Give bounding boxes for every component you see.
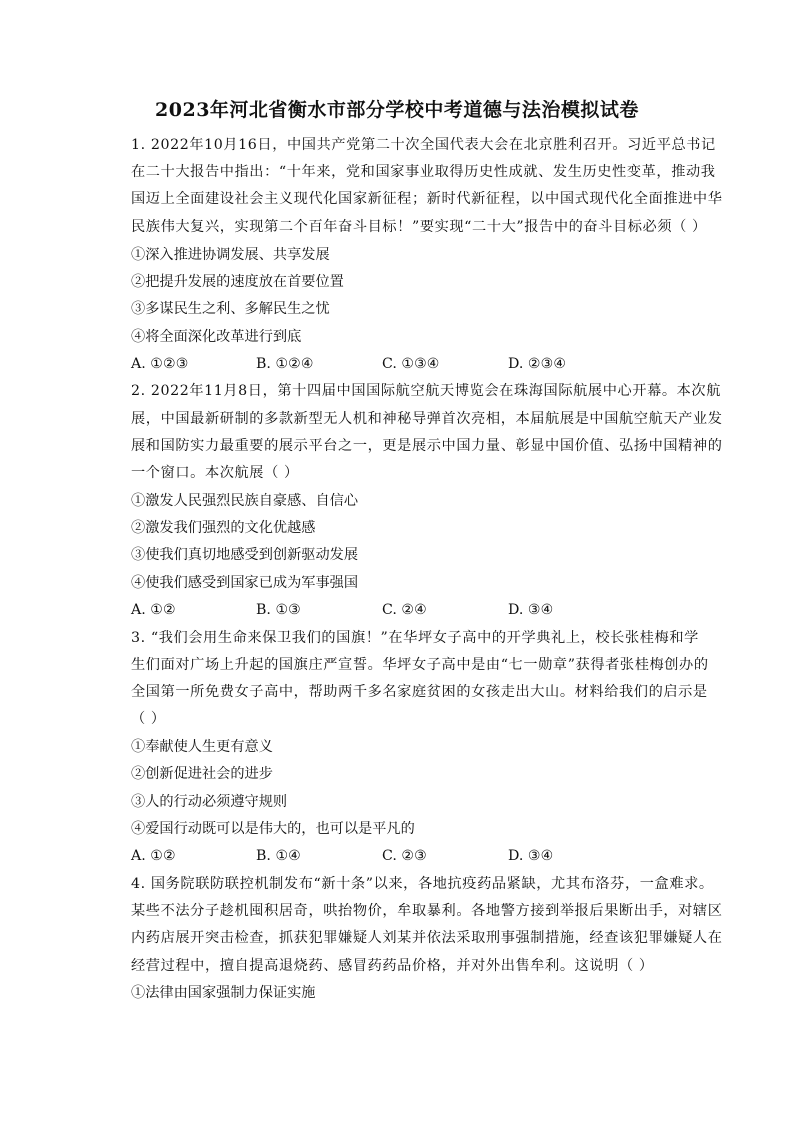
q3-option-c[interactable]: C. ②③ [382, 848, 427, 864]
q4-item-1: ①法律由国家强制力保证实施 [131, 985, 316, 1001]
q2-item-2: ②激发我们强烈的文化优越感 [131, 520, 316, 536]
q4-stem-line-4: 经营过程中，擅自提高退烧药、感冒药药品价格，并对外出售牟利。这说明（ ） [131, 958, 654, 974]
q2-option-d[interactable]: D. ③④ [508, 602, 554, 618]
q2-option-a[interactable]: A. ①② [131, 602, 176, 618]
q3-stem-line-4: （ ） [131, 711, 166, 727]
q2-stem-line-4: 一个窗口。本次航展（ ） [131, 465, 299, 481]
q1-stem-line-1: 1. 2022年10月16日，中国共产党第二十次全国代表大会在北京胜利召开。习近平总书记 [131, 137, 716, 153]
q1-option-d[interactable]: D. ②③④ [508, 356, 567, 372]
q1-item-3: ③多谋民生之利、多解民生之忧 [131, 301, 330, 317]
q2-option-b[interactable]: B. ①③ [256, 602, 301, 618]
q3-item-3: ③人的行动必须遵守规则 [131, 794, 288, 810]
q2-item-4: ④使我们感受到国家已成为军事强国 [131, 575, 359, 591]
q4-stem-line-3: 内药店展开突击检查，抓获犯罪嫌疑人刘某并依法采取刑事强制措施，经查该犯罪嫌疑人在 [131, 930, 723, 946]
q1-item-1: ①深入推进协调发展、共享发展 [131, 247, 330, 263]
q3-stem-line-3: 全国第一所免费女子高中，帮助两千多名家庭贫困的女孩走出大山。材料给我们的启示是 [131, 684, 708, 700]
q2-stem-line-1: 2. 2022年11月8日，第十四届中国国际航空航天博览会在珠海国际航展中心开幕。本次航 [131, 383, 722, 399]
q3-option-a[interactable]: A. ①② [131, 848, 176, 864]
exam-title: 2023年河北省衡水市部分学校中考道德与法治模拟试卷 [155, 99, 639, 121]
q3-stem-line-2: 生们面对广场上升起的国旗庄严宣誓。华坪女子高中是由“七一勋章”获得者张桂梅创办的 [131, 657, 709, 673]
q3-item-4: ④爱国行动既可以是伟大的，也可以是平凡的 [131, 821, 415, 837]
q4-stem-line-1: 4. 国务院联防联控机制发布“新十条”以来，各地抗疫药品紧缺，尤其布洛芬，一盒难求。 [131, 876, 714, 892]
q1-stem-line-4: 民族伟大复兴，实现第二个百年奋斗目标！”要实现“二十大”报告中的奋斗目标必须（ ） [131, 219, 707, 235]
q2-stem-line-3: 展和国防实力最重要的展示平台之一，更是展示中国力量、彰显中国价值、弘扬中国精神的 [131, 438, 723, 454]
q1-option-a[interactable]: A. ①②③ [131, 356, 189, 372]
q1-stem-line-3: 国迈上全面建设社会主义现代化国家新征程；新时代新征程，以中国式现代化全面推进中华 [131, 191, 723, 207]
q1-item-4: ④将全面深化改革进行到底 [131, 329, 302, 345]
q4-stem-line-2: 某些不法分子趁机囤积居奇，哄抬物价，牟取暴利。各地警方接到举报后果断出手，对辖区 [131, 903, 723, 919]
q1-option-c[interactable]: C. ①③④ [382, 356, 440, 372]
q1-item-2: ②把提升发展的速度放在首要位置 [131, 274, 344, 290]
q3-item-2: ②创新促进社会的进步 [131, 766, 273, 782]
q3-option-b[interactable]: B. ①④ [256, 848, 301, 864]
q2-stem-line-2: 展，中国最新研制的多款新型无人机和神秘导弹首次亮相，本届航展是中国航空航天产业发 [131, 411, 723, 427]
q1-stem-line-2: 在二十大报告中指出：“十年来，党和国家事业取得历史性成就、发生历史性变革，推动我 [131, 164, 716, 180]
q3-stem-line-1: 3. “我们会用生命来保卫我们的国旗！”在华坪女子高中的开学典礼上，校长张桂梅和学 [131, 630, 699, 646]
q2-item-1: ①激发人民强烈民族自豪感、自信心 [131, 493, 359, 509]
q1-option-b[interactable]: B. ①②④ [256, 356, 314, 372]
q3-option-d[interactable]: D. ③④ [508, 848, 554, 864]
q3-item-1: ①奉献使人生更有意义 [131, 739, 273, 755]
q2-item-3: ③使我们真切地感受到创新驱动发展 [131, 547, 359, 563]
q2-option-c[interactable]: C. ②④ [382, 602, 427, 618]
